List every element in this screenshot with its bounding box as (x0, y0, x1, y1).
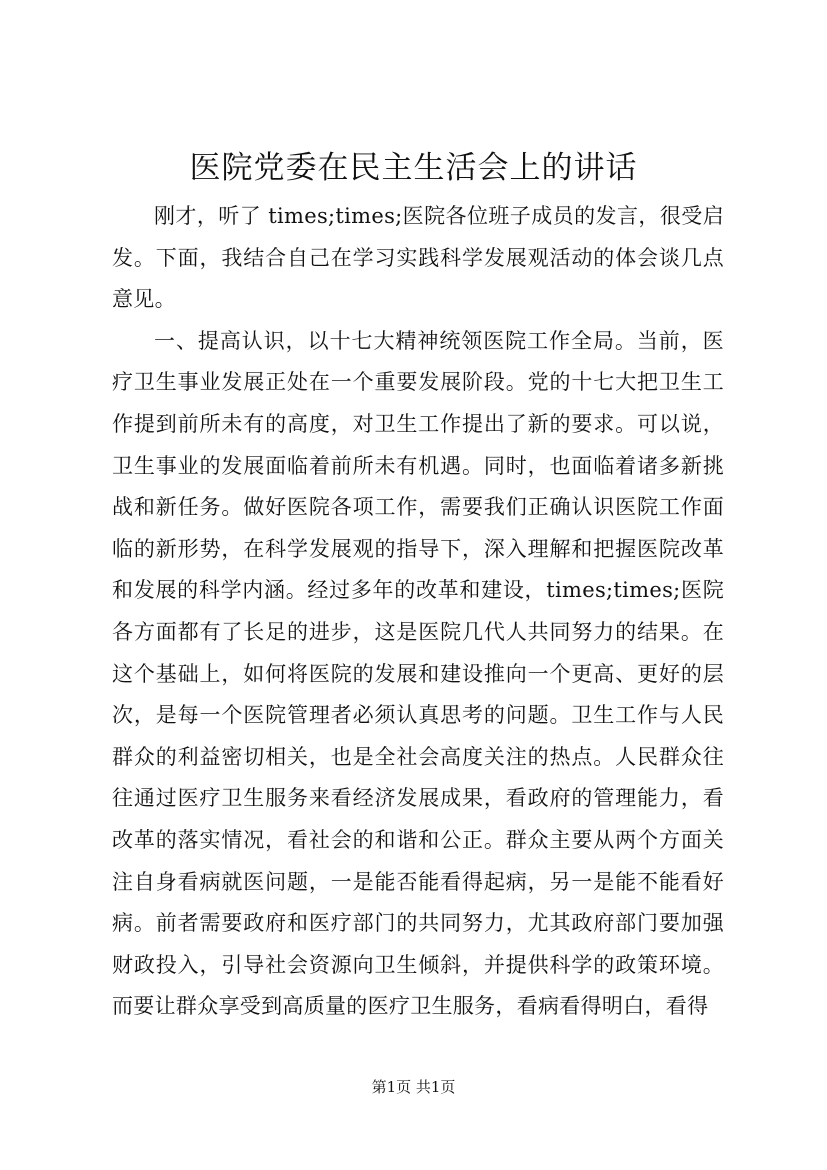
paragraph-intro: 刚才，听了 times;times;医院各位班子成员的发言，很受启发。下面，我结合自己在学习实践科学发展观活动的体会谈几点意见。 (112, 204, 724, 312)
paragraph-section-one: 一、提高认识，以十七大精神统领医院工作全局。当前，医疗卫生事业发展正处在一个重要发展阶段。党的十七大把卫生工作提到前所未有的高度，对卫生工作提出了新的要求。可以说，卫生事业的发展面临着前所未有机遇。同时，也面临着诸多新挑战和新任务。做好医院各项工作，需要我们正确认识医院工作面临的新形势，在科学发展观的指导下，深入理解和把握医院改革和发展的科学内涵。经过多年的改革和建设，times;times;医院各方面都有了长足的进步，这是医院几代人共同努力的结果。在这个基础上，如何将医院的发展和建设推向一个更高、更好的层次，是每一个医院管理者必须认真思考的问题。卫生工作与人民群众的利益密切相关，也是全社会高度关注的热点。人民群众往往通过医疗卫生服务来看经济发展成果，看政府的管理能力，看改革的落实情况，看社会的和谐和公正。群众主要从两个方面关注自身看病就医问题，一是能否能看得起病，另一是能不能看好病。前者需要政府和医疗部门的共同努力，尤其政府部门要加强财政投入，引导社会资源向卫生倾斜，并提供科学的政策环境。而要让群众享受到高质量的医疗卫生服务，看病看得明白，看得 (112, 328, 724, 1019)
document-body (112, 196, 724, 1028)
document-title: 医院党委在民主生活会上的讲话 (189, 150, 638, 186)
page-footer: 第1页 共1页 (371, 1078, 456, 1096)
